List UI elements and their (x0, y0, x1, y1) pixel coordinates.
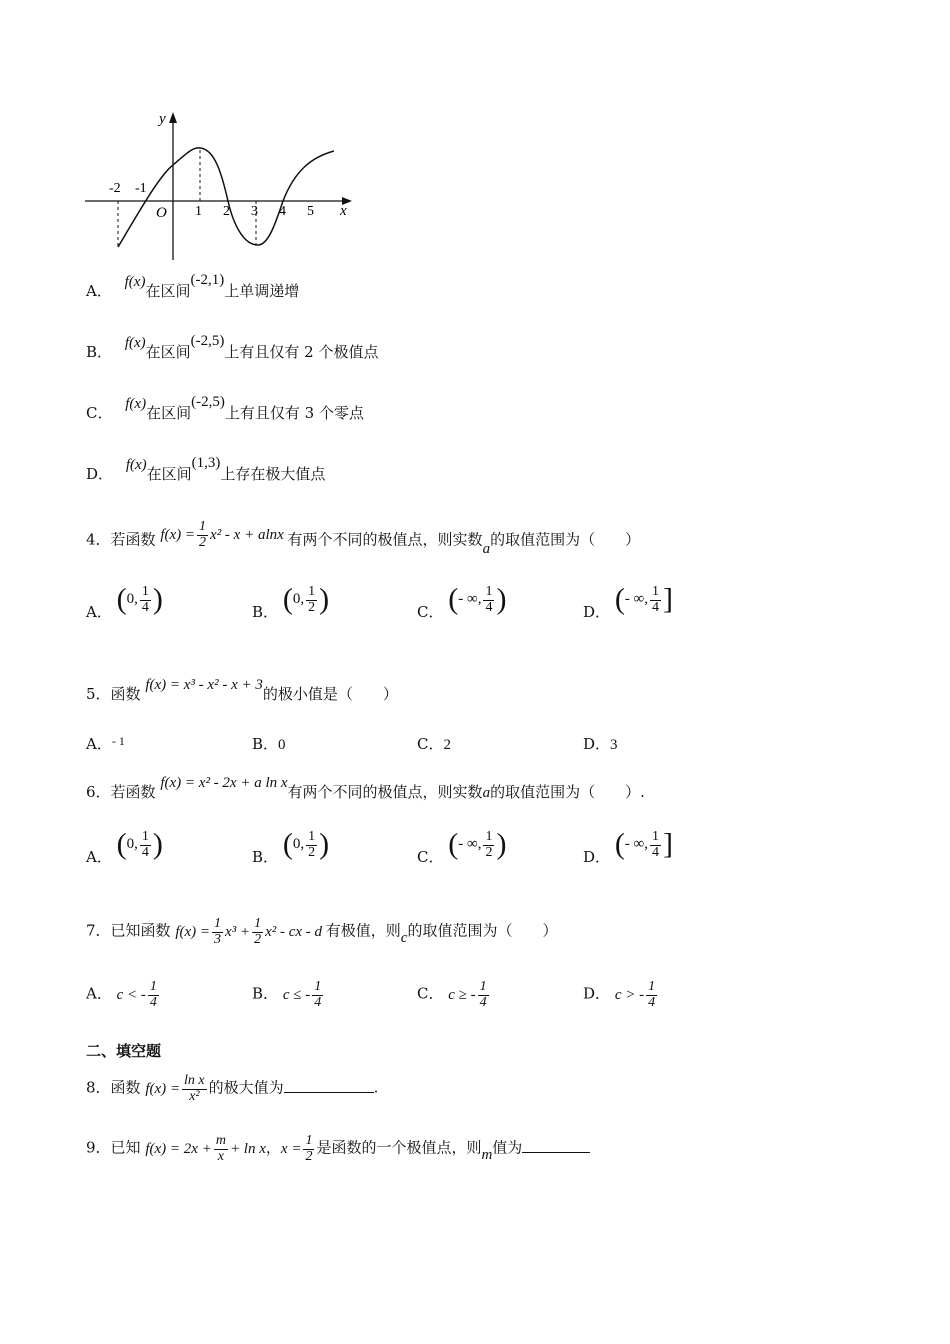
question-5: 5．函数 f(x) = x³ - x² - x + 3的极小值是（ ） (86, 677, 398, 703)
answer-blank[interactable] (522, 1138, 590, 1153)
formula: f(x) = $\frac{1}{2}$ x² - x + alnx (160, 519, 284, 550)
q5-option-a[interactable]: A．$^{- 1}$ (86, 734, 125, 753)
tick-label: 5 (307, 204, 314, 219)
q4-option-c[interactable]: C． (- ∞, $\frac{1}{4}$ ) (417, 583, 507, 622)
formula: f(x) = x³ - x² - x + 3 (145, 677, 263, 693)
formula: f(x) = 2x + $\frac{m}{x}$ + ln x (145, 1133, 266, 1164)
function-name: f(x) (125, 396, 147, 412)
q6-option-d[interactable]: D． (- ∞, $\frac{1}{4}$ ] (583, 828, 674, 867)
q6-option-b[interactable]: B． (0, $\frac{1}{2}$ ) (252, 828, 330, 867)
x-axis-label: x (340, 203, 347, 219)
q3-option-d[interactable]: D． f(x)在区间(1,3)上存在极大值点 (86, 455, 326, 483)
tick-label: 2 (223, 204, 230, 219)
variable: a (482, 540, 491, 557)
tick-label: 1 (195, 204, 202, 219)
function-name: f(x) (124, 335, 146, 351)
q3-option-c[interactable]: C． f(x)在区间(-2,5)上有且仅有 3 个零点 (86, 394, 364, 422)
q7-option-b[interactable]: B． c ≤ - $\frac{1}{4}$ (252, 979, 322, 1010)
answer-blank[interactable] (284, 1078, 374, 1093)
q6-option-c[interactable]: C． (- ∞, $\frac{1}{2}$ ) (417, 828, 507, 867)
interval: (-2,5) (190, 333, 225, 349)
function-name: f(x) (125, 457, 147, 473)
section-title: 二、填空题 (86, 1042, 162, 1060)
variable: m (481, 1146, 493, 1163)
question-6: 6．若函数 f(x) = x² - 2x + a ln x有两个不同的极值点，则实数a的取值范围为（ ）. (86, 775, 645, 801)
tick-label: -2 (109, 181, 121, 196)
question-4: 4．若函数 f(x) = $\frac{1}{2}$ x² - x + alnx 有两个不同的极值点，则实数a的取值范围为（ ） (86, 519, 641, 557)
interval: (-2,1) (190, 272, 225, 288)
interval: (1,3) (191, 455, 221, 471)
function-name: f(x) (124, 274, 146, 290)
variable: a (482, 785, 491, 801)
q7-option-d[interactable]: D． c > - $\frac{1}{4}$ (583, 979, 656, 1010)
interval: (-2,5) (191, 394, 225, 410)
variable: c (400, 929, 408, 946)
q7-option-c[interactable]: C． c ≥ - $\frac{1}{4}$ (417, 979, 487, 1010)
q4-option-a[interactable]: A． (0, $\frac{1}{4}$ ) (86, 583, 163, 622)
question-9: 9．已知 f(x) = 2x + $\frac{m}{x}$ + ln x，x = $\frac{1}{2}$ 是函数的一个极值点，则m值为 (86, 1134, 590, 1164)
question-8: 8．函数 f(x) = $\frac{\text{ln x}}{\text{x²}}$ 的极大值为 . (86, 1073, 379, 1104)
q5-option-c[interactable]: C．2 (417, 735, 451, 753)
formula: f(x) = $\frac{1}{3}$ x³ + $\frac{1}{2}$ x² - cx - d (175, 916, 323, 947)
origin-label: O (156, 205, 167, 221)
q3-option-b[interactable]: B． f(x)在区间(-2,5)上有且仅有 2 个极值点 (86, 333, 379, 361)
q4-option-b[interactable]: B． (0, $\frac{1}{2}$ ) (252, 583, 330, 622)
q7-option-a[interactable]: A． c < - $\frac{1}{4}$ (86, 979, 157, 1010)
question-7: 7．已知函数 f(x) = $\frac{1}{3}$ x³ + $\frac{1}{2}$ x² - cx - d 有极值，则c的取值范围为（ ） (86, 916, 558, 947)
q3-option-a[interactable]: A． f(x)在区间(-2,1)上单调递增 (86, 272, 300, 300)
tick-label: 3 (251, 204, 258, 219)
formula: f(x) = x² - 2x + a ln x (160, 775, 288, 791)
q4-option-d[interactable]: D． (- ∞, $\frac{1}{4}$ ] (583, 583, 674, 622)
q6-option-a[interactable]: A． (0, $\frac{1}{4}$ ) (86, 828, 163, 867)
tick-label: 4 (279, 204, 286, 219)
y-axis-label: y (159, 111, 166, 127)
q5-option-b[interactable]: B．0 (252, 735, 286, 753)
function-graph (80, 105, 370, 265)
formula: x = $\frac{1}{2}$ (280, 1133, 313, 1164)
formula: f(x) = $\frac{\text{ln x}}{\text{x²}}$ (145, 1073, 205, 1104)
tick-label: -1 (135, 181, 147, 196)
q5-option-d[interactable]: D．3 (583, 735, 618, 753)
